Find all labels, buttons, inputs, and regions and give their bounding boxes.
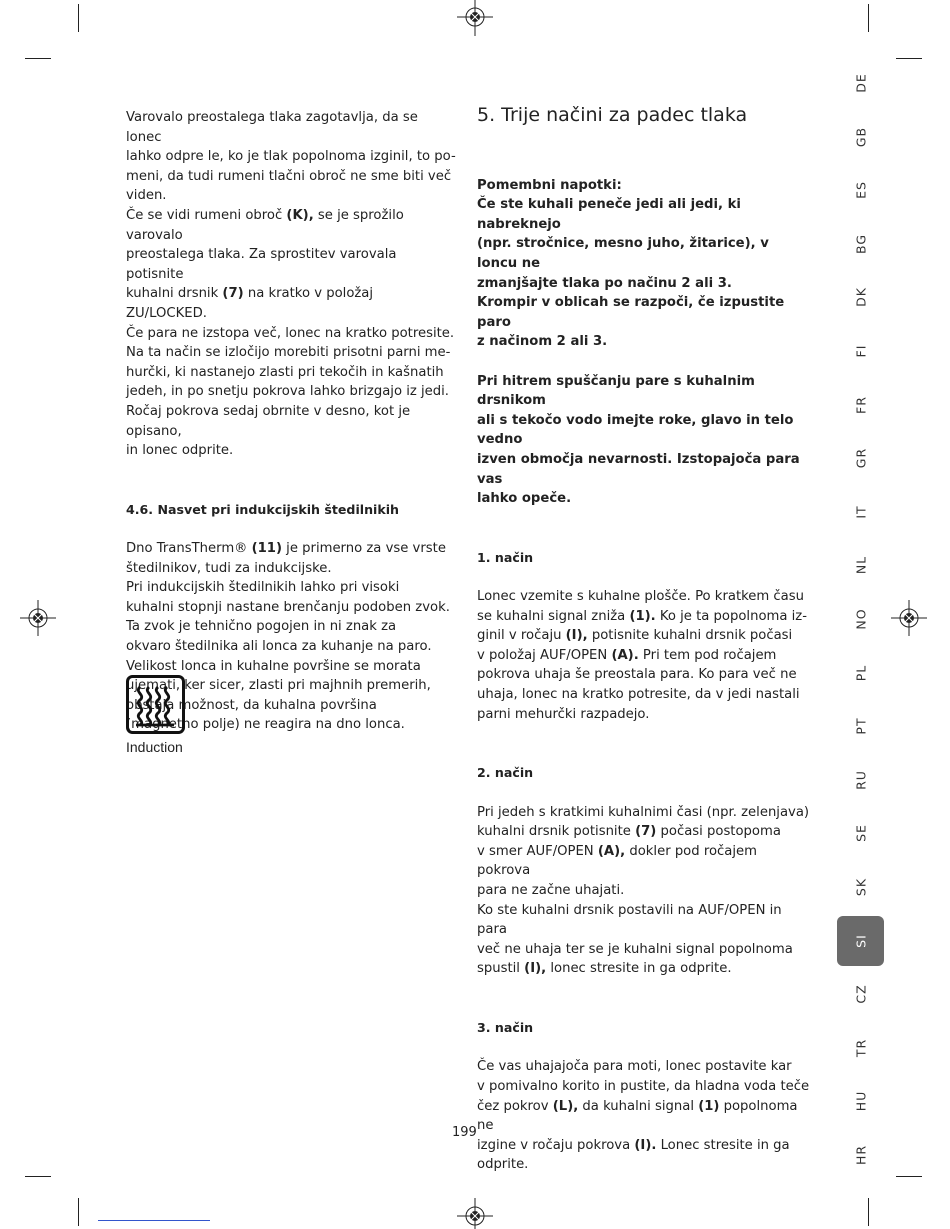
tab-sk[interactable]: [837, 862, 884, 912]
section-title-induction: 4.6. Nasvet pri indukcijskih štedilnikih: [126, 501, 400, 517]
text-line: obstaja možnost, da kuhalna površina: [126, 697, 377, 713]
paragraph-pressure-safety: [126, 108, 456, 206]
text-line: hurčki, ki nastanejo zlasti pri tekočih in kašnatih: [126, 364, 444, 380]
text-line: jedeh, in po snetju pokrova lahko brizgajo iz jedi.: [126, 384, 449, 400]
text-line: pokrova uhaja še preostala para. Ko para več ne: [477, 667, 797, 683]
text-line: lahko odpre le, ko je tlak popolnoma izginil, to po-: [126, 149, 456, 165]
induction-icon: [126, 675, 186, 735]
registration-mark-bottom: [455, 1198, 495, 1229]
crop-mark: [896, 1176, 922, 1177]
tab-label: SE: [853, 824, 868, 843]
tab-label: ES: [853, 181, 868, 200]
text-line: Če ste kuhali peneče jedi ali jedi, ki nabreknejo: [477, 197, 741, 232]
tab-label: PL: [853, 664, 868, 681]
crop-mark: [78, 4, 79, 32]
text-line: para ne začne uhajati.: [477, 882, 625, 898]
tab-label: TR: [853, 1038, 868, 1057]
text-line: uhaja, lonec na kratko potresite, da v jedi nastali: [477, 687, 800, 703]
text-line: Če se vidi rumeni obroč (K), se je sprožilo varovalo: [126, 207, 404, 243]
text-line: ujemati, ker sicer, zlasti pri majhnih premerih,: [126, 678, 431, 694]
text-line: se kuhalni signal zniža (1). Ko je ta popolnoma iz-: [477, 608, 807, 624]
tab-tr[interactable]: [837, 1023, 884, 1073]
tab-label: BG: [853, 233, 868, 254]
text-line: Velikost lonca in kuhalne površine se morata: [126, 658, 421, 674]
text-line: Če para ne izstopa več, lonec na kratko potresite.: [126, 325, 455, 341]
tab-pt[interactable]: [837, 701, 884, 751]
crop-mark: [78, 1198, 79, 1226]
text-line: spustil (I), lonec stresite in ga odprite.: [477, 961, 732, 977]
tab-ru[interactable]: [837, 755, 884, 805]
text-line: ginil v ročaju (I), potisnite kuhalni drsnik počasi: [477, 628, 793, 644]
tab-label: NO: [853, 608, 868, 630]
text-line: čez pokrov (L), da kuhalni signal (1) popolnoma ne: [477, 1098, 798, 1134]
safety-warning: [477, 372, 812, 509]
text-line: meni, da tudi rumeni tlačni obroč ne sme biti več: [126, 168, 452, 184]
method-1-text: [477, 665, 812, 724]
tab-label: FR: [853, 395, 868, 414]
tab-si[interactable]: [837, 916, 884, 966]
text-line: in lonec odprite.: [126, 443, 234, 459]
tab-no[interactable]: [837, 594, 884, 644]
tab-label: PT: [853, 717, 868, 735]
tab-label: GR: [853, 448, 868, 469]
tab-label: RU: [853, 769, 868, 790]
crop-mark: [25, 1176, 51, 1177]
text-line: izven območja nevarnosti. Izstopajoča para vas: [477, 451, 800, 487]
text-line: Dno TransTherm® (11) je primerno za vse vrste: [126, 541, 446, 557]
notes-title: Pomembni napotki:: [477, 177, 622, 193]
tab-de[interactable]: [837, 58, 884, 108]
bottom-rule: [98, 1220, 210, 1221]
text-line: Lonec vzemite s kuhalne plošče. Po kratkem času: [477, 589, 804, 605]
tab-gb[interactable]: [837, 112, 884, 162]
tab-hu[interactable]: [837, 1076, 884, 1126]
tab-dk[interactable]: [837, 272, 884, 322]
tab-label: SK: [853, 877, 868, 897]
text-line: Na ta način se izločijo morebiti prisotni parni me-: [126, 345, 451, 361]
text-line: odprite.: [477, 1157, 529, 1173]
text-line: kuhalni drsnik potisnite (7) počasi postopoma: [477, 824, 781, 840]
tab-es[interactable]: [837, 165, 884, 215]
text-line: Ta zvok je tehnično pogojen in ni znak za: [126, 619, 397, 635]
text-line: Krompir v oblicah se razpoči, če izpustite paro: [477, 295, 785, 330]
tab-label: GB: [853, 126, 868, 147]
text-line: zmanjšajte tlaka po načinu 2 ali 3.: [477, 275, 732, 291]
text-line: kuhalni drsnik (7) na kratko v položaj ZU/LOCKED.: [126, 286, 374, 321]
tab-label: DE: [853, 73, 868, 93]
tab-bg[interactable]: [837, 219, 884, 269]
right-column: [477, 102, 812, 1175]
induction-label: Induction: [126, 739, 183, 755]
left-column: [126, 108, 456, 735]
method-2-title: 2. način: [477, 765, 534, 781]
page-number: 199: [452, 1125, 477, 1140]
tab-se[interactable]: [837, 808, 884, 858]
crop-mark: [868, 4, 869, 32]
tab-label: IT: [853, 505, 868, 519]
registration-mark-top: [455, 0, 495, 36]
text-line: preostalega tlaka. Za sprostitev varovala potisnite: [126, 247, 397, 282]
method-1-title: 1. način: [477, 549, 534, 565]
text-line: viden.: [126, 188, 167, 204]
tab-label: HU: [853, 1091, 868, 1112]
text-line: Ročaj pokrova sedaj obrnite v desno, kot je opisano,: [126, 403, 411, 439]
crop-mark: [896, 58, 922, 59]
text-line: ali s tekočo vodo imejte roke, glavo in telo vedno: [477, 412, 794, 448]
tab-fi[interactable]: [837, 326, 884, 376]
tab-label: CZ: [853, 984, 868, 1004]
tab-pl[interactable]: [837, 648, 884, 698]
text-line: (npr. stročnice, mesno juho, žitarice), v loncu ne: [477, 236, 769, 271]
text-line: Pri hitrem spuščanju pare s kuhalnim drsnikom: [477, 373, 755, 409]
text-line: Pri indukcijskih štedilnikih lahko pri visoki: [126, 580, 400, 596]
text-line: Ko ste kuhalni drsnik postavili na AUF/OPEN in para: [477, 902, 782, 938]
tab-label: NL: [853, 556, 868, 575]
crop-mark: [25, 58, 51, 59]
text-line: v položaj AUF/OPEN (A). Pri tem pod ročajem: [477, 647, 777, 663]
important-notes: [477, 195, 812, 352]
text-line: Če vas uhajajoča para moti, lonec postavite kar: [477, 1059, 792, 1075]
page-heading: 5. Trije načini za padec tlaka: [477, 104, 748, 126]
text-line: v smer AUF/OPEN (A), dokler pod ročajem pokrova: [477, 843, 757, 879]
tab-nl[interactable]: [837, 540, 884, 590]
text-line: v pomivalno korito in pustite, da hladna voda teče: [477, 1078, 810, 1094]
tab-label: SI: [853, 933, 868, 948]
tab-cz[interactable]: [837, 969, 884, 1019]
text-line: z načinom 2 ali 3.: [477, 334, 608, 350]
tab-gr[interactable]: [837, 433, 884, 483]
text-line: Pri jedeh s kratkimi kuhalnimi časi (npr. zelenjava): [477, 804, 810, 820]
tab-label: DK: [853, 287, 868, 308]
crop-mark: [868, 1198, 869, 1226]
text-line: več ne uhaja ter se je kuhalni signal popolnoma: [477, 941, 793, 957]
tab-it[interactable]: [837, 487, 884, 537]
text-line: izgine v ročaju pokrova (I). Lonec stresite in ga: [477, 1137, 790, 1153]
text-line: okvaro štedilnika ali lonca za kuhanje na paro.: [126, 639, 432, 655]
registration-mark-right: [889, 598, 929, 638]
text-line: lahko opeče.: [477, 491, 572, 507]
text-line: štedilnikov, tudi za indukcijske.: [126, 560, 332, 576]
text-line: kuhalni stopnji nastane brenčanju podoben zvok.: [126, 599, 450, 615]
method-3-title: 3. način: [477, 1020, 534, 1036]
text-line: Varovalo preostalega tlaka zagotavlja, da se lonec: [126, 110, 418, 145]
text-line: parni mehurčki razpadejo.: [477, 706, 650, 722]
tab-fr[interactable]: [837, 380, 884, 430]
tab-label: FI: [853, 344, 868, 358]
tab-label: HR: [853, 1144, 868, 1166]
paragraph-yellow-ring: [126, 324, 456, 461]
registration-mark-left: [18, 598, 58, 638]
text-line: (magnetno polje) ne reagira na dno lonca.: [126, 717, 405, 733]
tab-hr[interactable]: [837, 1130, 884, 1180]
